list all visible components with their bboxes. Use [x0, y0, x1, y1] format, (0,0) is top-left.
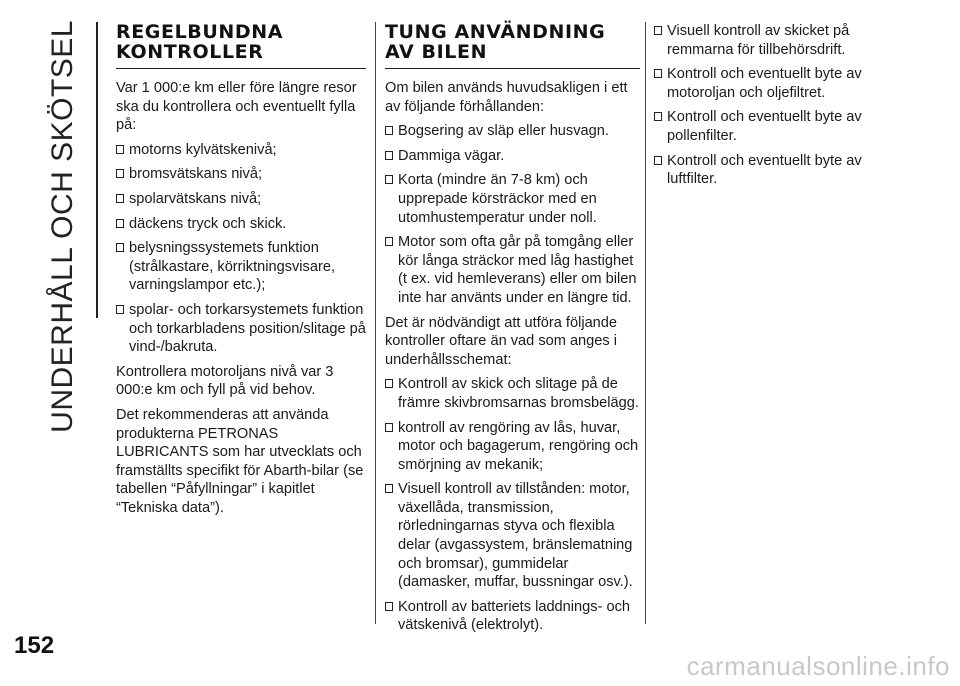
checkbox-bullet-icon	[385, 602, 393, 611]
list-item-text: Visuell kontroll av skicket på remmarna för tillbehörsdrift.	[667, 23, 850, 58]
list-item	[654, 152, 870, 189]
list-item-text: Kontroll och eventuellt byte av motoroljan och oljefiltret.	[667, 66, 862, 101]
heading-line: REGELBUNDNA	[116, 21, 284, 43]
list-item	[385, 171, 640, 227]
checkbox-bullet-icon	[385, 379, 393, 388]
intro-paragraph: Om bilen används huvudsakligen i ett av följande förhållanden:	[385, 80, 628, 115]
list-item-text: Dammiga vägar.	[398, 147, 505, 164]
section-title-text: UNDERHÅLL OCH SKÖTSEL	[46, 20, 79, 433]
checkbox-bullet-icon	[654, 69, 662, 78]
list-item-text: Bogsering av släp eller husvagn.	[398, 123, 609, 140]
checkbox-bullet-icon	[116, 219, 124, 228]
column-regelbundna-kontroller	[116, 22, 366, 523]
oil-level-paragraph: Kontrollera motoroljans nivå var 3 000:e km och fyll på vid behov.	[116, 363, 334, 399]
checkbox-bullet-icon	[385, 484, 393, 493]
list-item	[654, 108, 870, 145]
list-item	[116, 141, 366, 160]
checkbox-bullet-icon	[116, 243, 124, 252]
checkbox-bullet-icon	[116, 145, 124, 154]
page-number: 152	[14, 632, 55, 659]
section-title	[38, 20, 88, 433]
list-item-text: Kontroll och eventuellt byte av luftfilter.	[667, 152, 862, 188]
list-item-text: Motor som ofta går på tomgång eller kör långa sträckor med låg hastighet (t ex. vid hemleverans) eller om bilen inte har använts under en längre tid.	[398, 234, 637, 306]
checkbox-bullet-icon	[385, 237, 393, 246]
list-item	[116, 190, 366, 209]
list-item-text: kontroll av rengöring av lås, huvar, motor och bagagerum, rengöring och smörjning av mekanik;	[398, 419, 639, 473]
list-item	[385, 375, 640, 412]
list-item	[654, 65, 870, 102]
column-divider	[375, 22, 376, 624]
list-item-text: däckens tryck och skick.	[129, 215, 287, 232]
checkbox-bullet-icon	[654, 26, 662, 35]
list-item-text: spolarvätskans nivå;	[129, 190, 262, 207]
frequency-paragraph: Det är nödvändigt att utföra följande kontroller oftare än vad som anges i underhållsschemat:	[385, 314, 618, 368]
list-item-text: Visuell kontroll av tillstånden: motor, växellåda, transmission, rörledningarnas styva och flexibla delar (avgassystem, bränslematning och bromsar), gummidelar (damasker, muffar, bussningar osv.).	[398, 481, 633, 591]
list-item	[385, 147, 640, 166]
lubricants-paragraph: Det rekommenderas att använda produkterna PETRONAS LUBRICANTS som har utvecklats och framställts specifikt för Abarth-bilar (se tabellen “Påfyllningar” i kapitlet “Tekniska data”).	[116, 406, 364, 516]
heading-line: AV BILEN	[385, 41, 488, 63]
list-item	[385, 598, 640, 635]
list-item	[385, 480, 640, 592]
checkbox-bullet-icon	[116, 305, 124, 314]
heading-tung-anvandning	[385, 22, 640, 69]
list-item	[116, 165, 366, 184]
watermark: carmanualsonline.info	[686, 651, 950, 681]
list-item	[116, 215, 366, 234]
intro-paragraph: Var 1 000:e km eller före längre resor ska du kontrollera och eventuellt fylla på:	[116, 80, 357, 134]
list-item	[116, 301, 366, 357]
list-item-text: bromsvätskans nivå;	[129, 166, 263, 183]
list-item-text: Kontroll och eventuellt byte av pollenfilter.	[667, 109, 862, 144]
list-item-text: Kontroll av skick och slitage på de främre skivbromsarnas bromsbelägg.	[398, 376, 639, 411]
heading-regelbundna-kontroller	[116, 22, 366, 69]
list-item-text: spolar- och torkarsystemets funktion och torkarbladens position/slitage på vind-/bakruta.	[129, 301, 366, 356]
checkbox-bullet-icon	[116, 194, 124, 203]
list-item	[654, 22, 870, 59]
list-item	[385, 419, 640, 475]
column-divider	[645, 22, 646, 624]
checkbox-bullet-icon	[385, 175, 393, 184]
list-item-text: Kontroll av batteriets laddnings- och vätskenivå (elektrolyt).	[398, 598, 631, 634]
checkbox-bullet-icon	[385, 151, 393, 160]
heading-line: TUNG ANVÄNDNING	[385, 21, 606, 43]
section-title-rule	[96, 22, 98, 318]
list-item-text: Korta (mindre än 7-8 km) och upprepade körsträckor med en utomhustemperatur under noll.	[398, 172, 597, 226]
column-tung-anvandning	[385, 22, 640, 641]
checkbox-bullet-icon	[385, 126, 393, 135]
list-item-text: belysningssystemets funktion (strålkastare, körriktningsvisare, varningslampor etc.);	[129, 240, 335, 294]
list-item-text: motorns kylvätskenivå;	[129, 141, 277, 158]
list-item	[385, 122, 640, 141]
checkbox-bullet-icon	[654, 112, 662, 121]
heading-line: KONTROLLER	[116, 41, 264, 63]
list-item	[385, 233, 640, 307]
checkbox-bullet-icon	[654, 156, 662, 165]
list-item	[116, 239, 366, 295]
checkbox-bullet-icon	[385, 423, 393, 432]
checkbox-bullet-icon	[116, 169, 124, 178]
column-continued-checks	[654, 22, 870, 195]
